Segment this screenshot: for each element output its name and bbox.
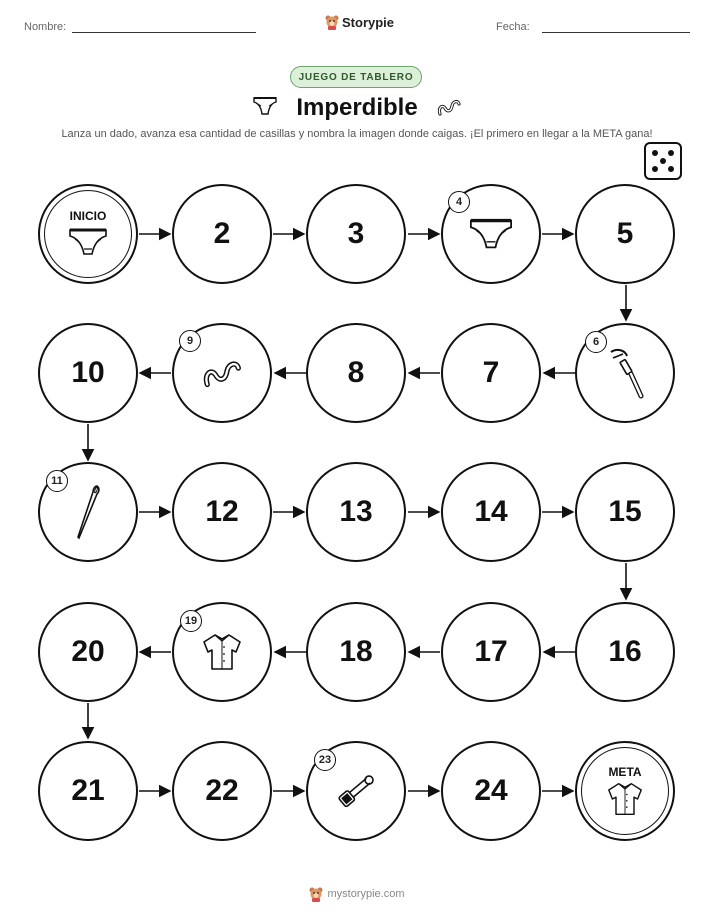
board-cell-10	[38, 323, 138, 423]
board-cell-7	[441, 323, 541, 423]
board-cell-12	[172, 462, 272, 562]
cell-badge: 6	[585, 331, 607, 353]
cell-number: 5	[616, 217, 634, 250]
page-title: Imperdible	[296, 94, 418, 121]
cell-number: 10	[71, 356, 105, 389]
cell-badge: 19	[180, 610, 202, 632]
board-cell-13	[306, 462, 406, 562]
safety-pin-icon	[332, 767, 380, 815]
cell-number: 16	[608, 635, 642, 668]
cell-number: 22	[205, 774, 239, 807]
board-cell-24	[441, 741, 541, 841]
board-cell-2	[172, 184, 272, 284]
board-cell-20	[38, 602, 138, 702]
board-cell-14	[441, 462, 541, 562]
cell-number: 24	[474, 774, 508, 807]
cell-number: 15	[608, 495, 642, 528]
cell-number: 8	[347, 356, 365, 389]
shirt-icon	[200, 632, 244, 672]
needle-icon	[73, 482, 103, 542]
bear-logo-icon	[309, 886, 323, 902]
board-cell-8	[306, 323, 406, 423]
cell-number: 20	[71, 635, 105, 668]
game-type-tag: JUEGO DE TABLERO	[290, 66, 422, 88]
cell-number: 7	[482, 356, 500, 389]
footer-url[interactable]: mystorypie.com	[327, 888, 405, 900]
clamp-icon	[603, 344, 647, 402]
board-cell-15	[575, 462, 675, 562]
board-cell-18	[306, 602, 406, 702]
cell-badge: 9	[179, 330, 201, 352]
name-label: Nombre:	[24, 21, 67, 33]
board-cell-start	[38, 184, 138, 284]
footer	[0, 886, 714, 902]
cell-badge: 4	[448, 191, 470, 213]
brand-name: Storypie	[342, 14, 395, 30]
start-label: INICIO	[69, 209, 107, 223]
cell-number: 2	[213, 217, 231, 250]
date-label: Fecha:	[496, 21, 530, 33]
board-cell-17	[441, 602, 541, 702]
board-cell-3	[306, 184, 406, 284]
board-cell-16	[575, 602, 675, 702]
cell-number: 12	[205, 495, 239, 528]
cell-number: 14	[474, 495, 508, 528]
board-cell-21	[38, 741, 138, 841]
cell-badge: 11	[46, 470, 68, 492]
hook-icon	[199, 355, 245, 391]
cell-number: 3	[347, 217, 365, 250]
finish-label: META	[608, 765, 642, 779]
instructions: Lanza un dado, avanza esa cantidad de casillas y nombra la imagen donde caigas. ¡El primero en llegar a la META gana!	[61, 128, 653, 140]
cell-number: 21	[71, 774, 105, 807]
cell-badge: 23	[314, 749, 336, 771]
cell-number: 18	[339, 635, 373, 668]
board-cell-22	[172, 741, 272, 841]
cell-number: 17	[474, 635, 508, 668]
board-cell-5	[575, 184, 675, 284]
board-cell-finish	[575, 741, 675, 841]
cell-number: 13	[339, 495, 373, 528]
diaper-icon	[467, 215, 515, 253]
